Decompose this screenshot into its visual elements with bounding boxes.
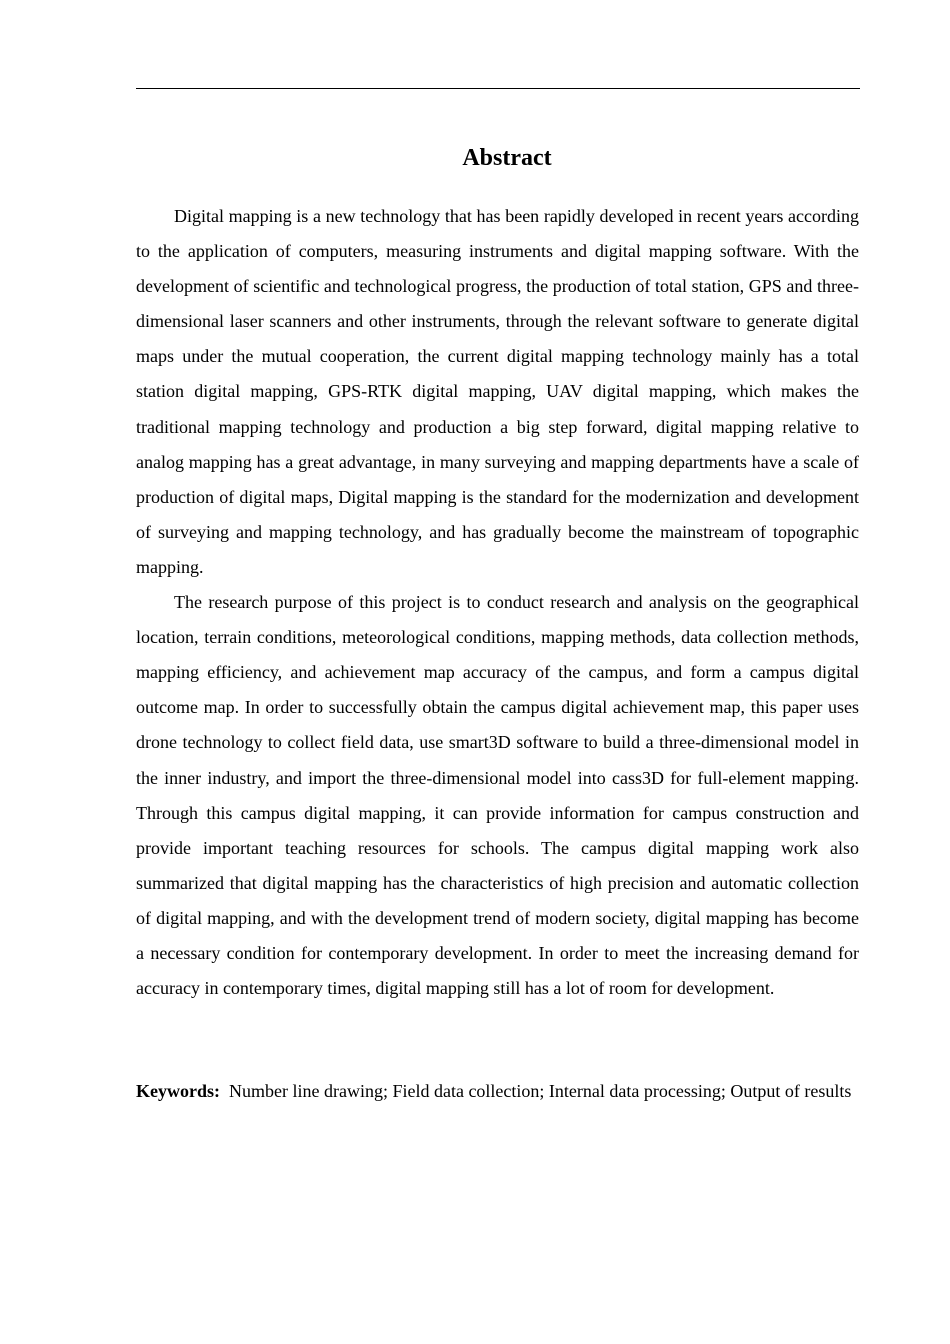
abstract-paragraph: Digital mapping is a new technology that has been rapidly developed in recent years according to the application of computers, measuring instruments and digital mapping software. With the development of scientific and technological progress, the production of total station, GPS and three-dimensional laser scanners and other instruments, through the relevant software to generate digital maps under the mutual cooperation, the current digital mapping technology mainly has a total station digital mapping, GPS-RTK digital mapping, UAV digital mapping, which makes the traditional mapping technology and production a big step forward, digital mapping relative to analog mapping has a great advantage, in many surveying and mapping departments have a scale of production of digital maps, Digital mapping is the standard for the modernization and development of surveying and mapping technology, and has gradually become the mainstream of topographic mapping.: [136, 206, 859, 577]
header-rule: [136, 88, 860, 89]
keywords-label: Keywords:: [136, 1081, 220, 1101]
abstract-body: [136, 199, 859, 1006]
keywords-text: Number line drawing; Field data collection; Internal data processing; Output of results: [229, 1081, 852, 1101]
abstract-title: Abstract: [462, 145, 552, 171]
abstract-paragraph: The research purpose of this project is to conduct research and analysis on the geographical location, terrain conditions, meteorological conditions, mapping methods, data collection methods, mapping efficiency, and achievement map accuracy of the campus, and form a campus digital outcome map. In order to successfully obtain the campus digital achievement map, this paper uses drone technology to collect field data, use smart3D software to build a three-dimensional model in the inner industry, and import the three-dimensional model into cass3D for full-element mapping. Through this campus digital mapping, it can provide information for campus construction and provide important teaching resources for schools. The campus digital mapping work also summarized that digital mapping has the characteristics of high precision and automatic collection of digital mapping, and with the development trend of modern society, digital mapping has become a necessary condition for contemporary development. In order to meet the increasing demand for accuracy in contemporary times, digital mapping still has a lot of room for development.: [136, 592, 859, 999]
keywords-line: [136, 1074, 859, 1109]
